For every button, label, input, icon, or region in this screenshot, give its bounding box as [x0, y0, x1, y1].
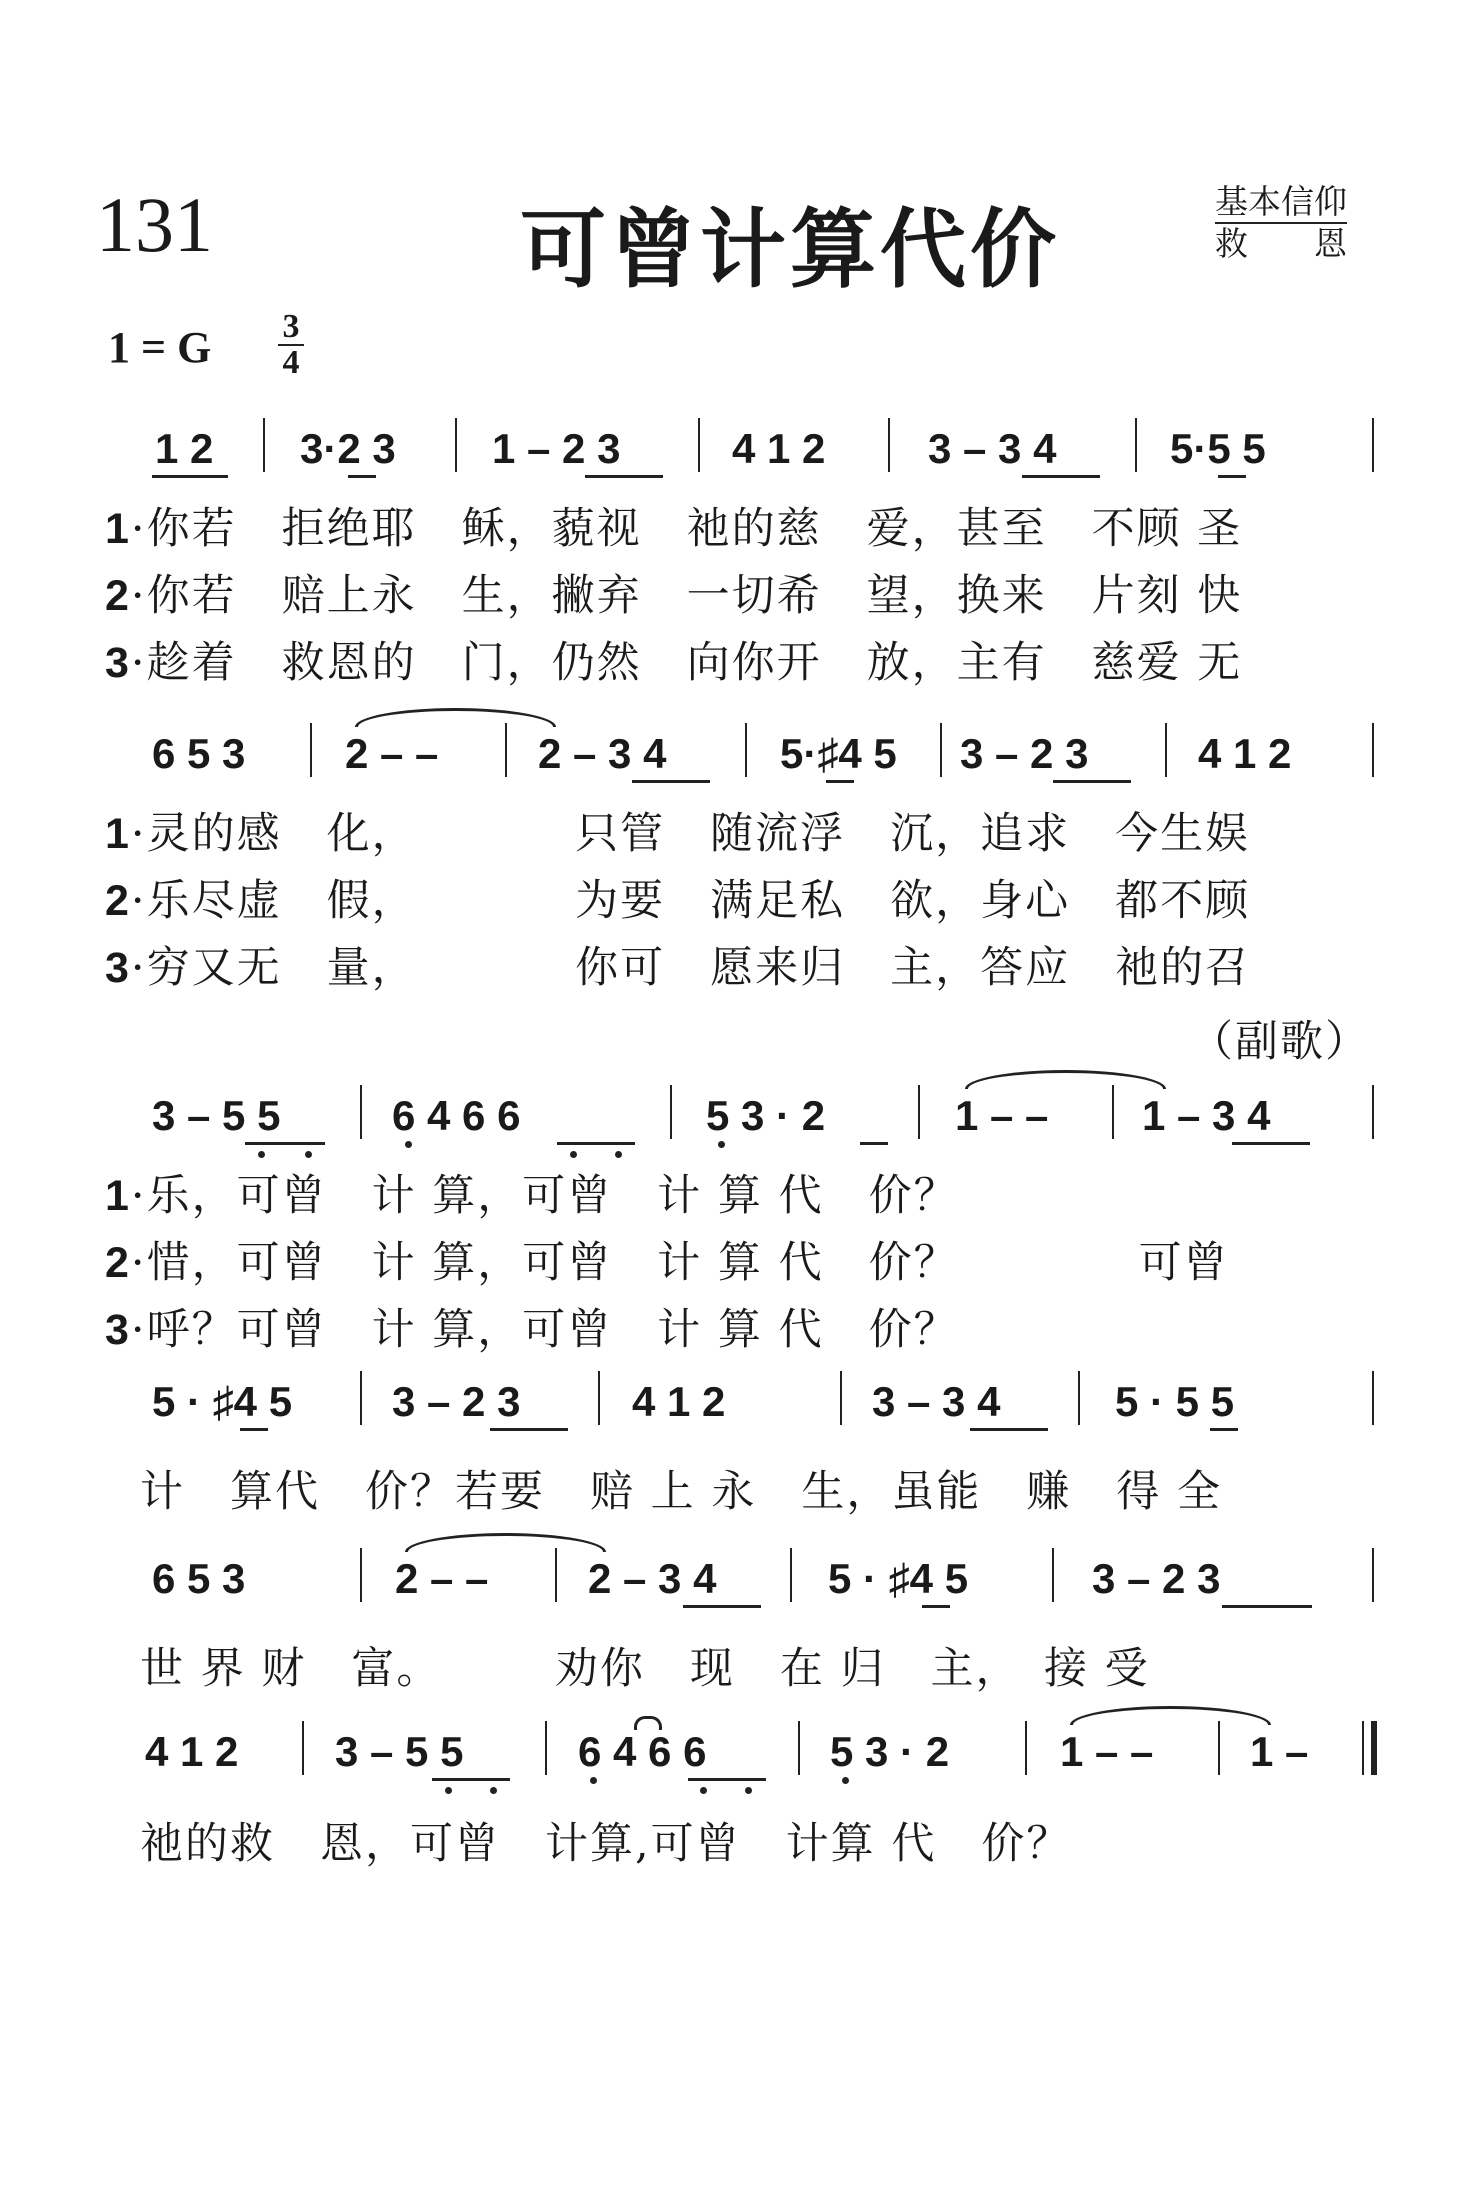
low-octave-dot: [842, 1777, 849, 1784]
measure-1-3: 1 – 2 3: [492, 425, 621, 472]
final-barline-thin: [1362, 1721, 1364, 1775]
barline: [1372, 1085, 1374, 1139]
underline: [632, 780, 710, 783]
low-octave-dot: [305, 1151, 312, 1158]
verse-text: ·你若 赔上永 生，撇弃 一切希 望，换来 片刻 快: [130, 571, 1243, 621]
verse-line: [105, 800, 1250, 861]
barline: [1372, 418, 1374, 472]
barline: [1112, 1085, 1114, 1139]
verse-text: ·惜，可曾 计 算，可曾 计 算 代 价？ 可曾: [130, 1238, 1229, 1288]
barline: [1052, 1548, 1054, 1602]
measure-3-1: 3 – 5 5: [152, 1092, 281, 1139]
measure-3-4: 1 – –: [955, 1092, 1049, 1139]
measure-5-1: 6 5 3: [152, 1555, 246, 1602]
time-bottom: 4: [282, 344, 300, 381]
low-octave-dot: [490, 1787, 497, 1794]
subcategory-label: 救 恩: [1215, 224, 1347, 263]
barline: [1372, 1548, 1374, 1602]
barline: [302, 1721, 304, 1775]
measure-3-3: 5 3 · 2: [706, 1092, 826, 1139]
verse-number: 1: [105, 810, 131, 858]
underline: [1053, 780, 1131, 783]
measure-4-4: 3 – 3 4: [872, 1378, 1001, 1425]
underline: [683, 1605, 761, 1608]
measure-2-2: 2 – –: [345, 730, 439, 777]
measure-5-5: 3 – 2 3: [1092, 1555, 1221, 1602]
verse-number: 3: [105, 639, 131, 687]
tie: [405, 1533, 606, 1552]
verse-number: 3: [105, 1306, 131, 1354]
barline: [1372, 1371, 1374, 1425]
tie: [355, 708, 556, 727]
measure-5-3: 2 – 3 4: [588, 1555, 717, 1602]
barline: [1372, 723, 1374, 777]
underline: [240, 1428, 268, 1431]
measure-2-5: 3 – 2 3: [960, 730, 1089, 777]
measure-6-5: 1 – –: [1060, 1728, 1154, 1775]
barline: [1025, 1721, 1027, 1775]
verse-text: ·乐，可曾 计 算，可曾 计 算 代 价？: [130, 1171, 959, 1221]
verse-number: 1: [105, 505, 131, 553]
low-octave-dot: [570, 1151, 577, 1158]
time-top: 3: [282, 308, 300, 345]
barline: [698, 418, 700, 472]
verse-number: 2: [105, 1239, 131, 1287]
verse-number: 2: [105, 572, 131, 620]
hymn-number: 131: [96, 181, 213, 268]
measure-5-2: 2 – –: [395, 1555, 489, 1602]
measure-2-3: 2 – 3 4: [538, 730, 667, 777]
measure-4-3: 4 1 2: [632, 1378, 726, 1425]
tie: [965, 1070, 1166, 1089]
barline: [1135, 418, 1137, 472]
barline: [840, 1371, 842, 1425]
verse-line: [105, 1229, 1229, 1290]
low-octave-dot: [745, 1787, 752, 1794]
low-octave-dot: [405, 1141, 412, 1148]
refrain-label: （副歌）: [1190, 1017, 1370, 1067]
verse-line: [105, 495, 1242, 556]
barline: [918, 1085, 920, 1139]
verse-line: [105, 1162, 959, 1223]
underline: [826, 780, 854, 783]
barline: [360, 1371, 362, 1425]
measure-4-1: 5 · ♯4 5: [152, 1378, 293, 1425]
measure-2-6: 4 1 2: [1198, 730, 1292, 777]
barline: [555, 1548, 557, 1602]
underline: [152, 475, 228, 478]
low-octave-dot: [590, 1777, 597, 1784]
barline: [670, 1085, 672, 1139]
verse-text: ·穷又无 量， 你可 愿来归 主，答应 祂的召: [130, 943, 1251, 993]
verse-text: ·你若 拒绝耶 稣，藐视 祂的慈 爱，甚至 不顾 圣: [130, 504, 1243, 554]
barline: [545, 1721, 547, 1775]
barline: [1078, 1371, 1080, 1425]
measure-1-2: 3·2 3: [300, 425, 396, 472]
key-signature: 1 = G: [108, 323, 212, 372]
measure-5-4: 5 · ♯4 5: [828, 1555, 969, 1602]
measure-4-2: 3 – 2 3: [392, 1378, 521, 1425]
fermata: [634, 1716, 662, 1730]
verse-text: ·呼？可曾 计 算，可曾 计 算 代 价？: [130, 1305, 959, 1355]
low-octave-dot: [718, 1141, 725, 1148]
barline: [310, 723, 312, 777]
barline: [745, 723, 747, 777]
lyric-line: 祂的救 恩，可曾 计算,可曾 计算 代 价？: [140, 1819, 1072, 1869]
measure-3-5: 1 – 3 4: [1142, 1092, 1271, 1139]
measure-6-4: 5 3 · 2: [830, 1728, 950, 1775]
verse-text: ·灵的感 化， 只管 随流浮 沉，追求 今生娱: [130, 809, 1251, 859]
barline: [598, 1371, 600, 1425]
barline: [360, 1085, 362, 1139]
verse-number: 2: [105, 877, 131, 925]
underline: [860, 1142, 888, 1145]
barline: [940, 723, 942, 777]
measure-2-4: 5·♯4 5: [780, 730, 897, 777]
verse-text: ·乐尽虚 假， 为要 满足私 欲，身心 都不顾: [130, 876, 1251, 926]
underline: [688, 1778, 766, 1781]
lyric-line: 计 算代 价？若要 赔 上 永 生，虽能 赚 得 全: [140, 1467, 1223, 1517]
measure-2-1: 6 5 3: [152, 730, 246, 777]
measure-6-6: 1 –: [1250, 1728, 1309, 1775]
hymn-title: 可曾计算代价: [520, 200, 1060, 300]
barline: [1165, 723, 1167, 777]
underline: [245, 1142, 325, 1145]
verse-line: [105, 867, 1250, 928]
verse-line: [105, 1296, 959, 1357]
verse-number: 3: [105, 944, 131, 992]
measure-1-1: 1 2: [155, 425, 214, 472]
measure-1-6: 5·5 5: [1170, 425, 1266, 472]
barline: [263, 418, 265, 472]
low-octave-dot: [445, 1787, 452, 1794]
underline: [1022, 475, 1100, 478]
measure-4-5: 5 · 5 5: [1115, 1378, 1235, 1425]
barline: [790, 1548, 792, 1602]
underline: [1210, 1428, 1238, 1431]
category-block: [1215, 182, 1347, 264]
measure-6-2: 3 – 5 5: [335, 1728, 464, 1775]
lyric-line: 世 界 财 富。 劝你 现 在 归 主， 接 受: [140, 1644, 1150, 1694]
underline: [1218, 475, 1246, 478]
low-octave-dot: [258, 1151, 265, 1158]
measure-6-3: 6 4 6 6: [578, 1728, 707, 1775]
barline: [1218, 1721, 1220, 1775]
underline: [557, 1142, 635, 1145]
barline: [455, 418, 457, 472]
low-octave-dot: [615, 1151, 622, 1158]
barline: [505, 723, 507, 777]
underline: [1222, 1605, 1312, 1608]
underline: [970, 1428, 1048, 1431]
measure-3-2: 6 4 6 6: [392, 1092, 521, 1139]
verse-line: [105, 562, 1242, 623]
underline: [922, 1605, 950, 1608]
barline: [798, 1721, 800, 1775]
verse-number: 1: [105, 1172, 131, 1220]
underline: [432, 1778, 510, 1781]
measure-1-5: 3 – 3 4: [928, 425, 1057, 472]
barline: [888, 418, 890, 472]
tie: [1070, 1706, 1271, 1725]
underline: [585, 475, 663, 478]
verse-line: [105, 934, 1250, 995]
time-signature: [276, 310, 306, 380]
underline: [490, 1428, 568, 1431]
low-octave-dot: [700, 1787, 707, 1794]
underline: [348, 475, 376, 478]
barline: [360, 1548, 362, 1602]
verse-line: [105, 629, 1242, 690]
measure-6-1: 4 1 2: [145, 1728, 239, 1775]
final-barline-thick: [1371, 1721, 1377, 1775]
measure-1-4: 4 1 2: [732, 425, 826, 472]
verse-text: ·趁着 救恩的 门，仍然 向你开 放，主有 慈爱 无: [130, 638, 1243, 688]
underline: [1232, 1142, 1310, 1145]
category-label: 基本信仰: [1215, 182, 1347, 224]
